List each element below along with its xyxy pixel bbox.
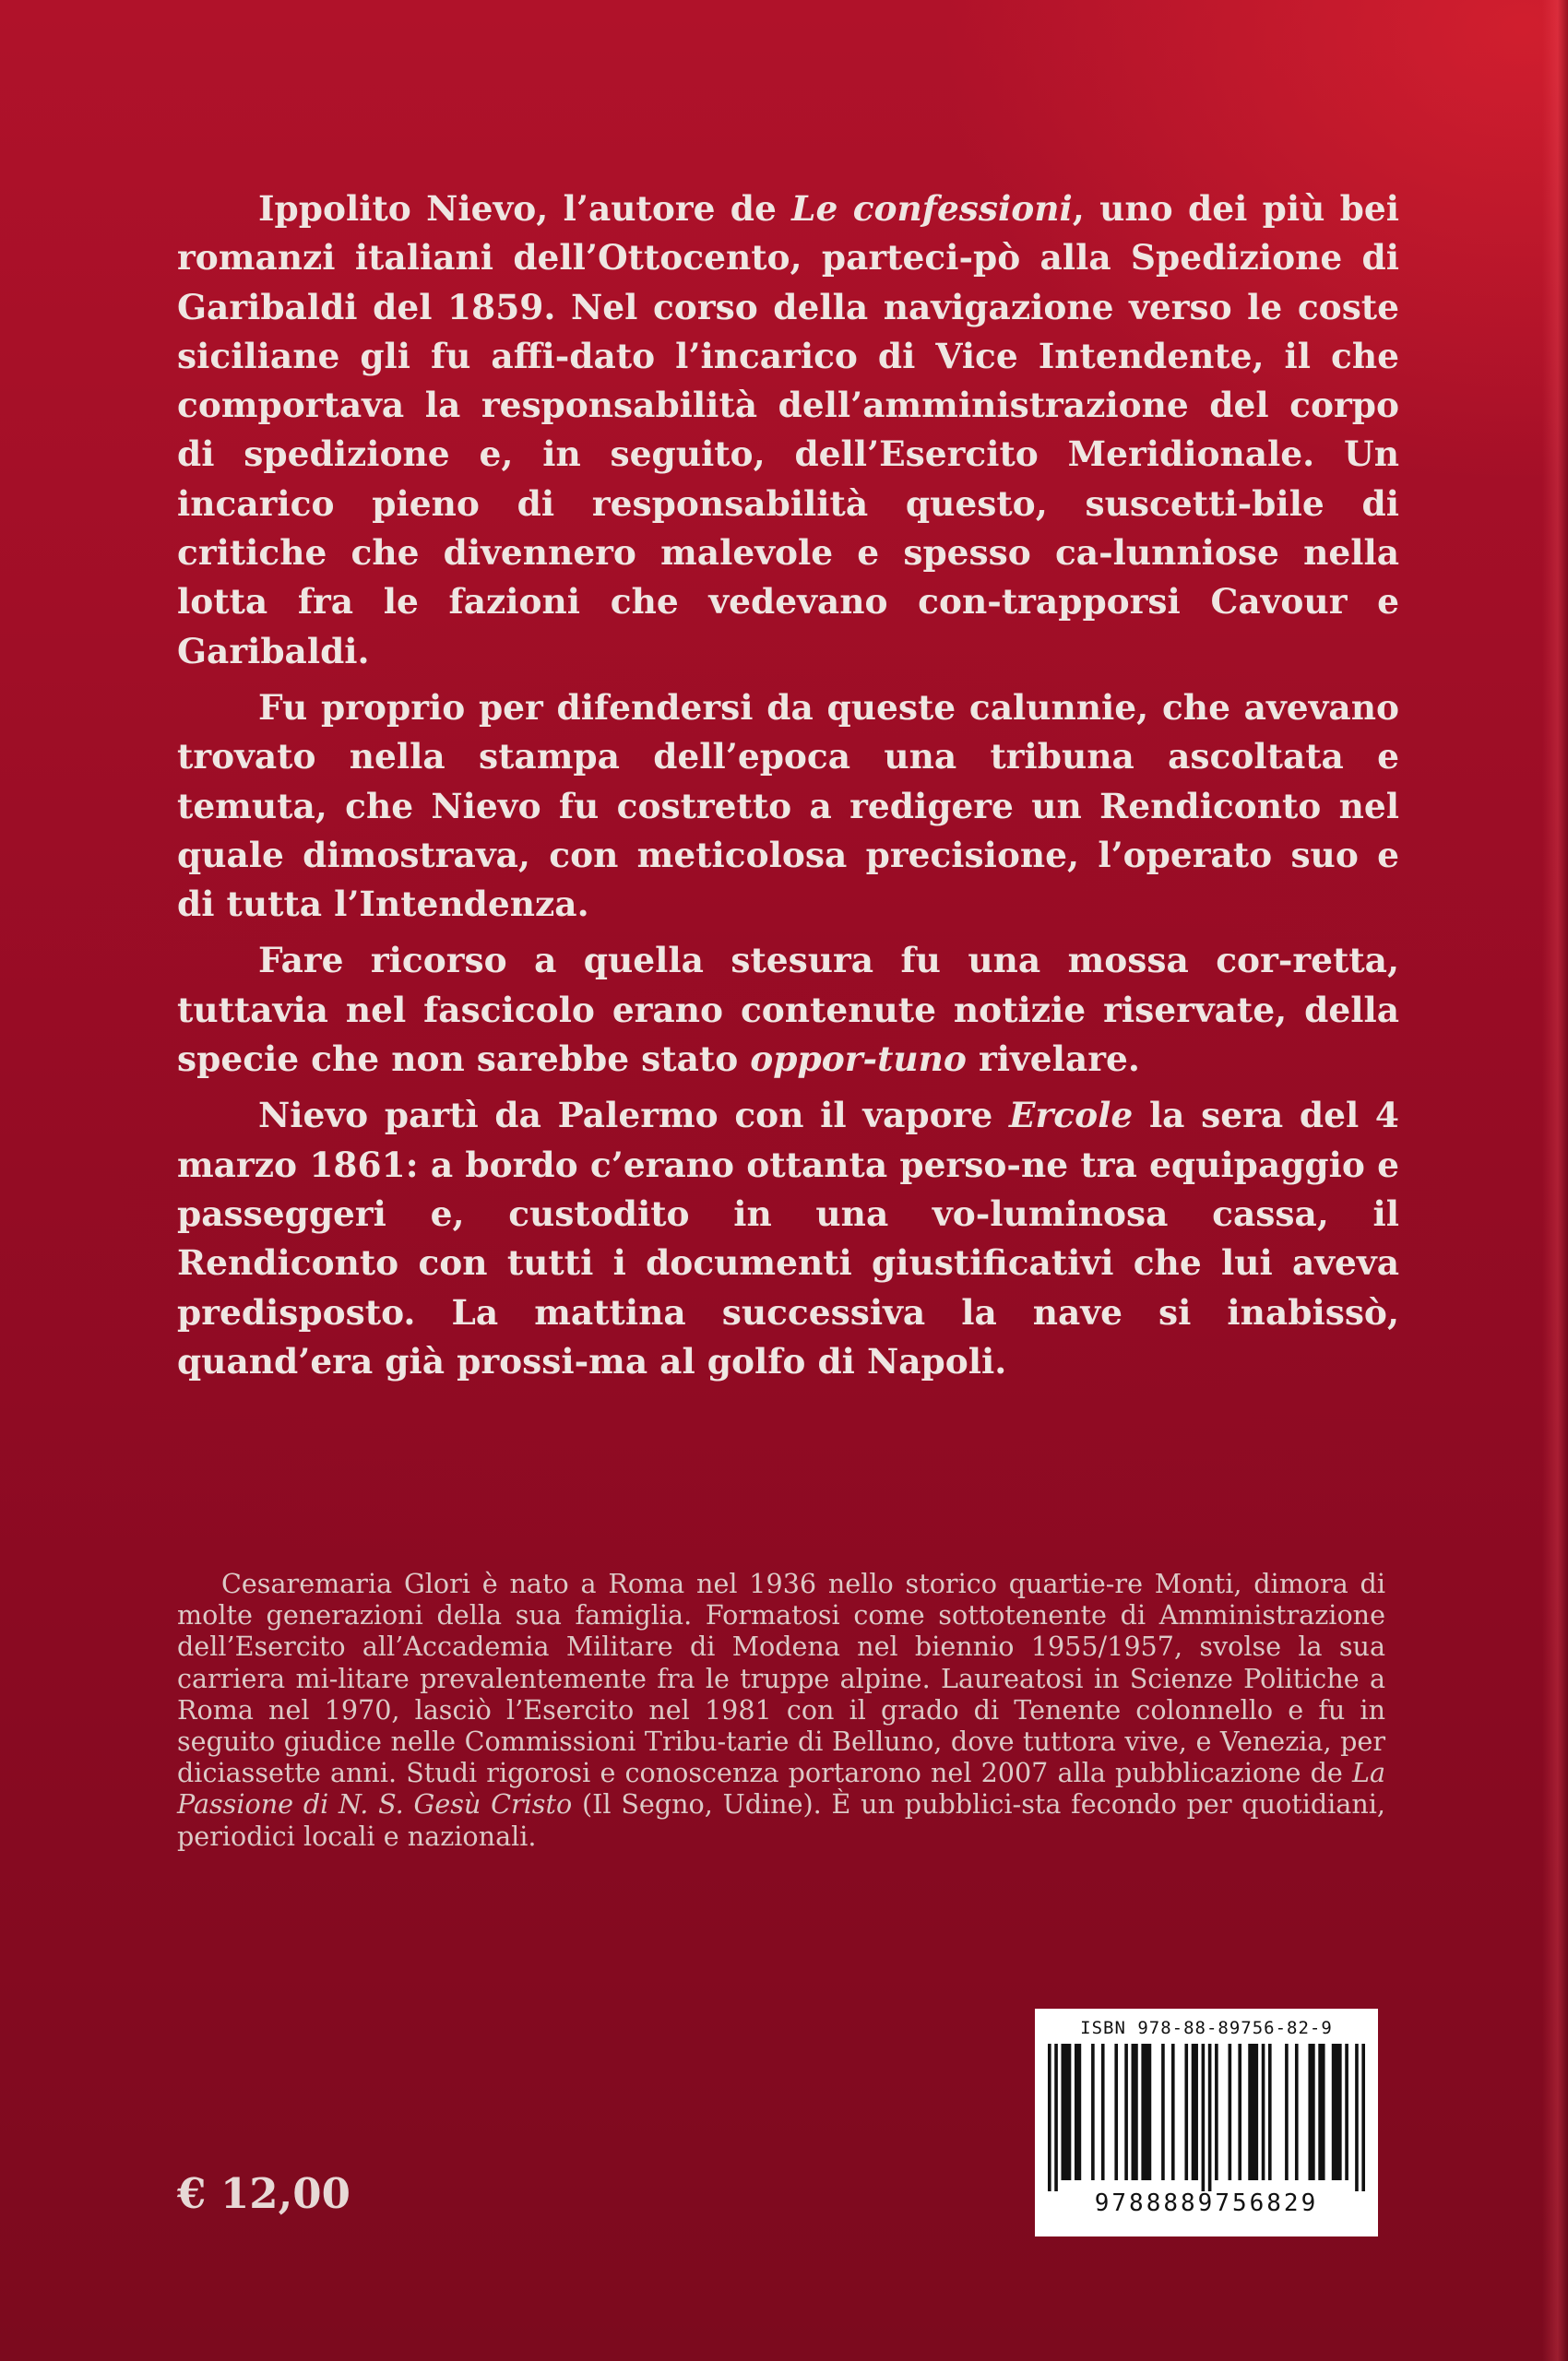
text-run: rivelare. xyxy=(966,1038,1140,1080)
barcode-bar xyxy=(1361,2044,1365,2191)
isbn-number: ISBN 978-88-89756-82-9 xyxy=(1080,2018,1333,2038)
barcode-bar xyxy=(1048,2044,1051,2191)
ean-digits: 9788889756829 xyxy=(1094,2189,1319,2217)
barcode-bar xyxy=(1054,2044,1058,2191)
blurb-text xyxy=(177,184,1399,1394)
barcode-bar xyxy=(1268,2044,1272,2180)
barcode-bar xyxy=(1114,2044,1118,2180)
barcode-bar xyxy=(1318,2044,1324,2180)
text-run: Nievo partì da Palermo con il vapore xyxy=(258,1095,1009,1136)
barcode-bar xyxy=(1192,2044,1198,2180)
barcode-bar xyxy=(1091,2044,1095,2180)
blurb-paragraph xyxy=(177,184,1399,676)
price-label: € 12,00 xyxy=(177,2169,350,2218)
blurb-paragraph xyxy=(177,1091,1399,1386)
text-run: Cesaremaria Glori è nato a Roma nel 1936 nello storico quartie-re Monti, dimora di molte generazioni della sua famiglia. Formatosi come sottotenente di Amministrazione dell’Esercito all’Accademia Militare di Modena nel biennio 1955/1957, svolse la sua carriera mi-litare prevalentemente fra le truppe alpine. Laureatosi in Scienze Politiche a Roma nel 1970, lasciò l’Esercito nel 1981 con il grado di Tenente colonnello e fu in seguito giudice nelle Commissioni Tribu-tarie di Belluno, dove tuttora vive, e Venezia, per diciassette anni. Studi rigorosi e conoscenza portarono nel 2007 alla pubblicazione de xyxy=(177,1568,1385,1789)
barcode-bars xyxy=(1048,2044,1365,2191)
barcode-bar xyxy=(1061,2044,1071,2180)
blurb-paragraph xyxy=(177,936,1399,1084)
barcode-bar xyxy=(1229,2044,1232,2180)
barcode-bar xyxy=(1202,2044,1206,2191)
barcode-bar xyxy=(1215,2044,1218,2180)
barcode-bar xyxy=(1285,2044,1289,2180)
italic-title-text: La Passione di N. S. Gesù Cristo xyxy=(177,1757,1385,1821)
text-run: Fare ricorso a quella stesura fu una mossa cor-retta, tuttavia nel fascicolo erano contenute notizie riservate, della specie che non sarebbe stato xyxy=(177,940,1399,1080)
barcode-bar xyxy=(1262,2044,1265,2180)
barcode-bar xyxy=(1332,2044,1342,2180)
cover-spine-edge xyxy=(1542,0,1568,2361)
italic-title-text: Le confessioni xyxy=(791,188,1073,229)
italic-title-text: oppor-tuno xyxy=(750,1038,967,1080)
text-run: Fu proprio per difendersi da queste calunnie, che avevano trovato nella stampa dell’epoca una tribuna ascoltata e temuta, che Nievo fu costretto a redigere un Rendiconto nel quale dimostrava, con meticolosa precisione, l’operato suo e di tutta l’Intendenza. xyxy=(177,686,1399,925)
text-run: la sera del 4 marzo 1861: a bordo c’erano ottanta perso-ne tra equipaggio e passeggeri e, custodito in una vo-luminosa cassa, il Rendiconto con tutti i documenti giustificativi che lui aveva predisposto. La mattina successiva la nave si inabissò, quand’era già prossi-ma al golfo di Napoli. xyxy=(177,1095,1399,1382)
barcode-bar xyxy=(1345,2044,1348,2180)
barcode-bar xyxy=(1308,2044,1314,2180)
text-run: Ippolito Nievo, l’autore de xyxy=(258,188,792,229)
barcode-bar xyxy=(1295,2044,1299,2180)
barcode-bar xyxy=(1141,2044,1151,2180)
text-run: , uno dei più bei romanzi italiani dell’Ottocento, parteci-pò alla Spedizione di Garibaldi del 1859. Nel corso della navigazione verso le coste siciliane gli fu affi-dato l’incarico di Vice Intendente, il che comportava la responsabilità dell’amministrazione del corpo di spedizione e, in seguito, dell’Esercito Meridionale. Un incarico pieno di responsabilità questo, suscetti-bile di critiche che divennero malevole e spesso ca-lunniose nella lotta fra le fazioni che vedevano con-trapporsi Cavour e Garibaldi. xyxy=(177,188,1399,671)
italic-title-text: Ercole xyxy=(1008,1095,1134,1136)
barcode-bar xyxy=(1132,2044,1138,2180)
barcode-bar xyxy=(1124,2044,1128,2180)
barcode-bar xyxy=(1355,2044,1359,2191)
blurb-paragraph xyxy=(177,683,1399,929)
barcode-bar xyxy=(1208,2044,1212,2191)
barcode-bar xyxy=(1184,2044,1188,2180)
barcode-bar xyxy=(1238,2044,1241,2180)
barcode-bar xyxy=(1248,2044,1258,2180)
author-bio xyxy=(177,1568,1385,1852)
barcode-bar xyxy=(1101,2044,1105,2180)
text-run: (Il Segno, Udine). È un pubblici-sta fecondo per quotidiani, periodici locali e nazionali. xyxy=(177,1788,1385,1852)
author-bio-paragraph xyxy=(177,1568,1385,1852)
barcode-bar xyxy=(1161,2044,1165,2180)
barcode-bar xyxy=(1171,2044,1175,2180)
isbn-barcode xyxy=(1035,2009,1378,2236)
barcode-bar xyxy=(1075,2044,1081,2180)
